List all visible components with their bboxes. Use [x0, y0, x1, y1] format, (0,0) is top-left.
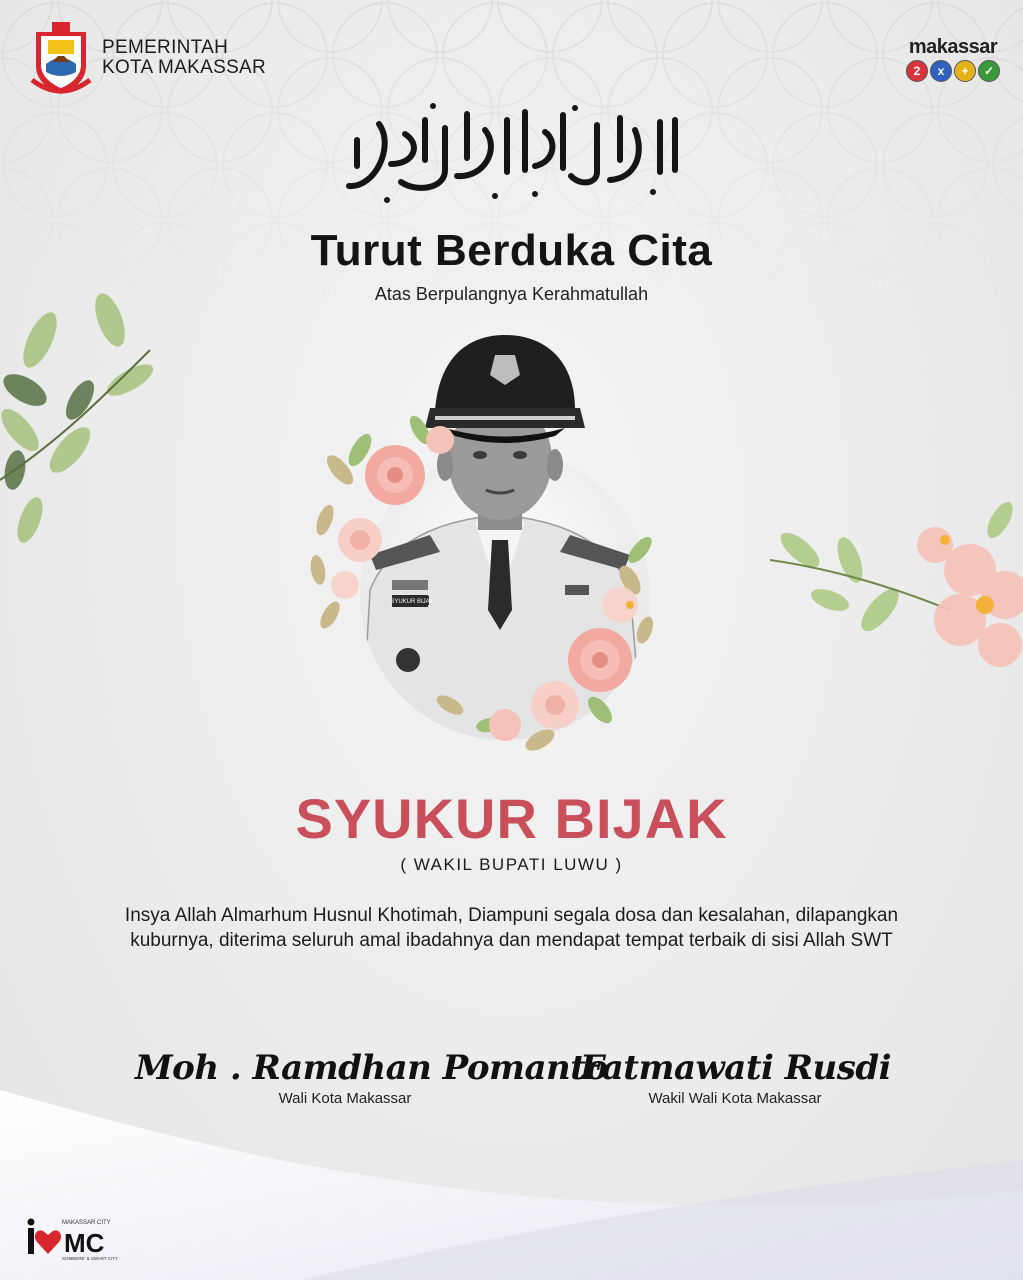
brand-dot-check: ✓ [978, 60, 1000, 82]
footer-logo-bottom: SOMBERE' & SMART CITY [62, 1256, 118, 1261]
signatory-role-vice-mayor: Wakil Wali Kota Makassar [648, 1090, 822, 1107]
page-title: Turut Berduka Cita [310, 226, 713, 275]
signature-vice-mayor: Fatmawati Rusdi [580, 1048, 892, 1088]
makassar-emblem-icon [30, 18, 92, 98]
portrait-figure [300, 330, 680, 770]
government-name [102, 38, 266, 78]
gov-line-2: KOTA MAKASSAR [102, 57, 267, 78]
right-flowers-decoration [760, 460, 1023, 720]
deceased-portrait [300, 330, 680, 770]
government-header [30, 18, 266, 98]
signature-mayor: Moh . Ramdhan Pomanto [135, 1048, 608, 1088]
makassar-brand-logo [903, 36, 1003, 82]
footer-logo-text: MC [64, 1228, 105, 1258]
name-tag: SYUKUR BIJAK [390, 599, 434, 605]
footer-logo-top: MAKASSAR CITY [62, 1220, 111, 1226]
page-subtitle: Atas Berpulangnya Kerahmatullah [374, 284, 649, 304]
signatory-mayor [135, 1048, 608, 1107]
signatory-vice-mayor [580, 1048, 890, 1107]
signatory-role-mayor: Wali Kota Makassar [278, 1090, 412, 1107]
brand-dot-plus: + [954, 60, 976, 82]
gov-line-1: PEMERINTAH [102, 37, 229, 58]
brand-dot-two: 2 [906, 60, 928, 82]
brand-dots [903, 60, 1003, 82]
brand-dot-times: x [930, 60, 952, 82]
brand-word: makassar [908, 36, 998, 58]
deceased-name: SYUKUR BIJAK [295, 787, 728, 850]
arabic-calligraphy-istirja [335, 100, 695, 212]
left-leaves-decoration [0, 280, 170, 570]
condolence-prayer: Insya Allah Almarhum Husnul Khotimah, Diampuni segala dosa dan kesalahan, dilapangkan kuburnya, diterima seluruh amal ibadahnya dan mendapat tempat terbaik di sisi Allah SWT [124, 905, 899, 951]
deceased-position: ( WAKIL BUPATI LUWU ) [400, 855, 623, 874]
i-love-mc-logo [26, 1214, 126, 1262]
